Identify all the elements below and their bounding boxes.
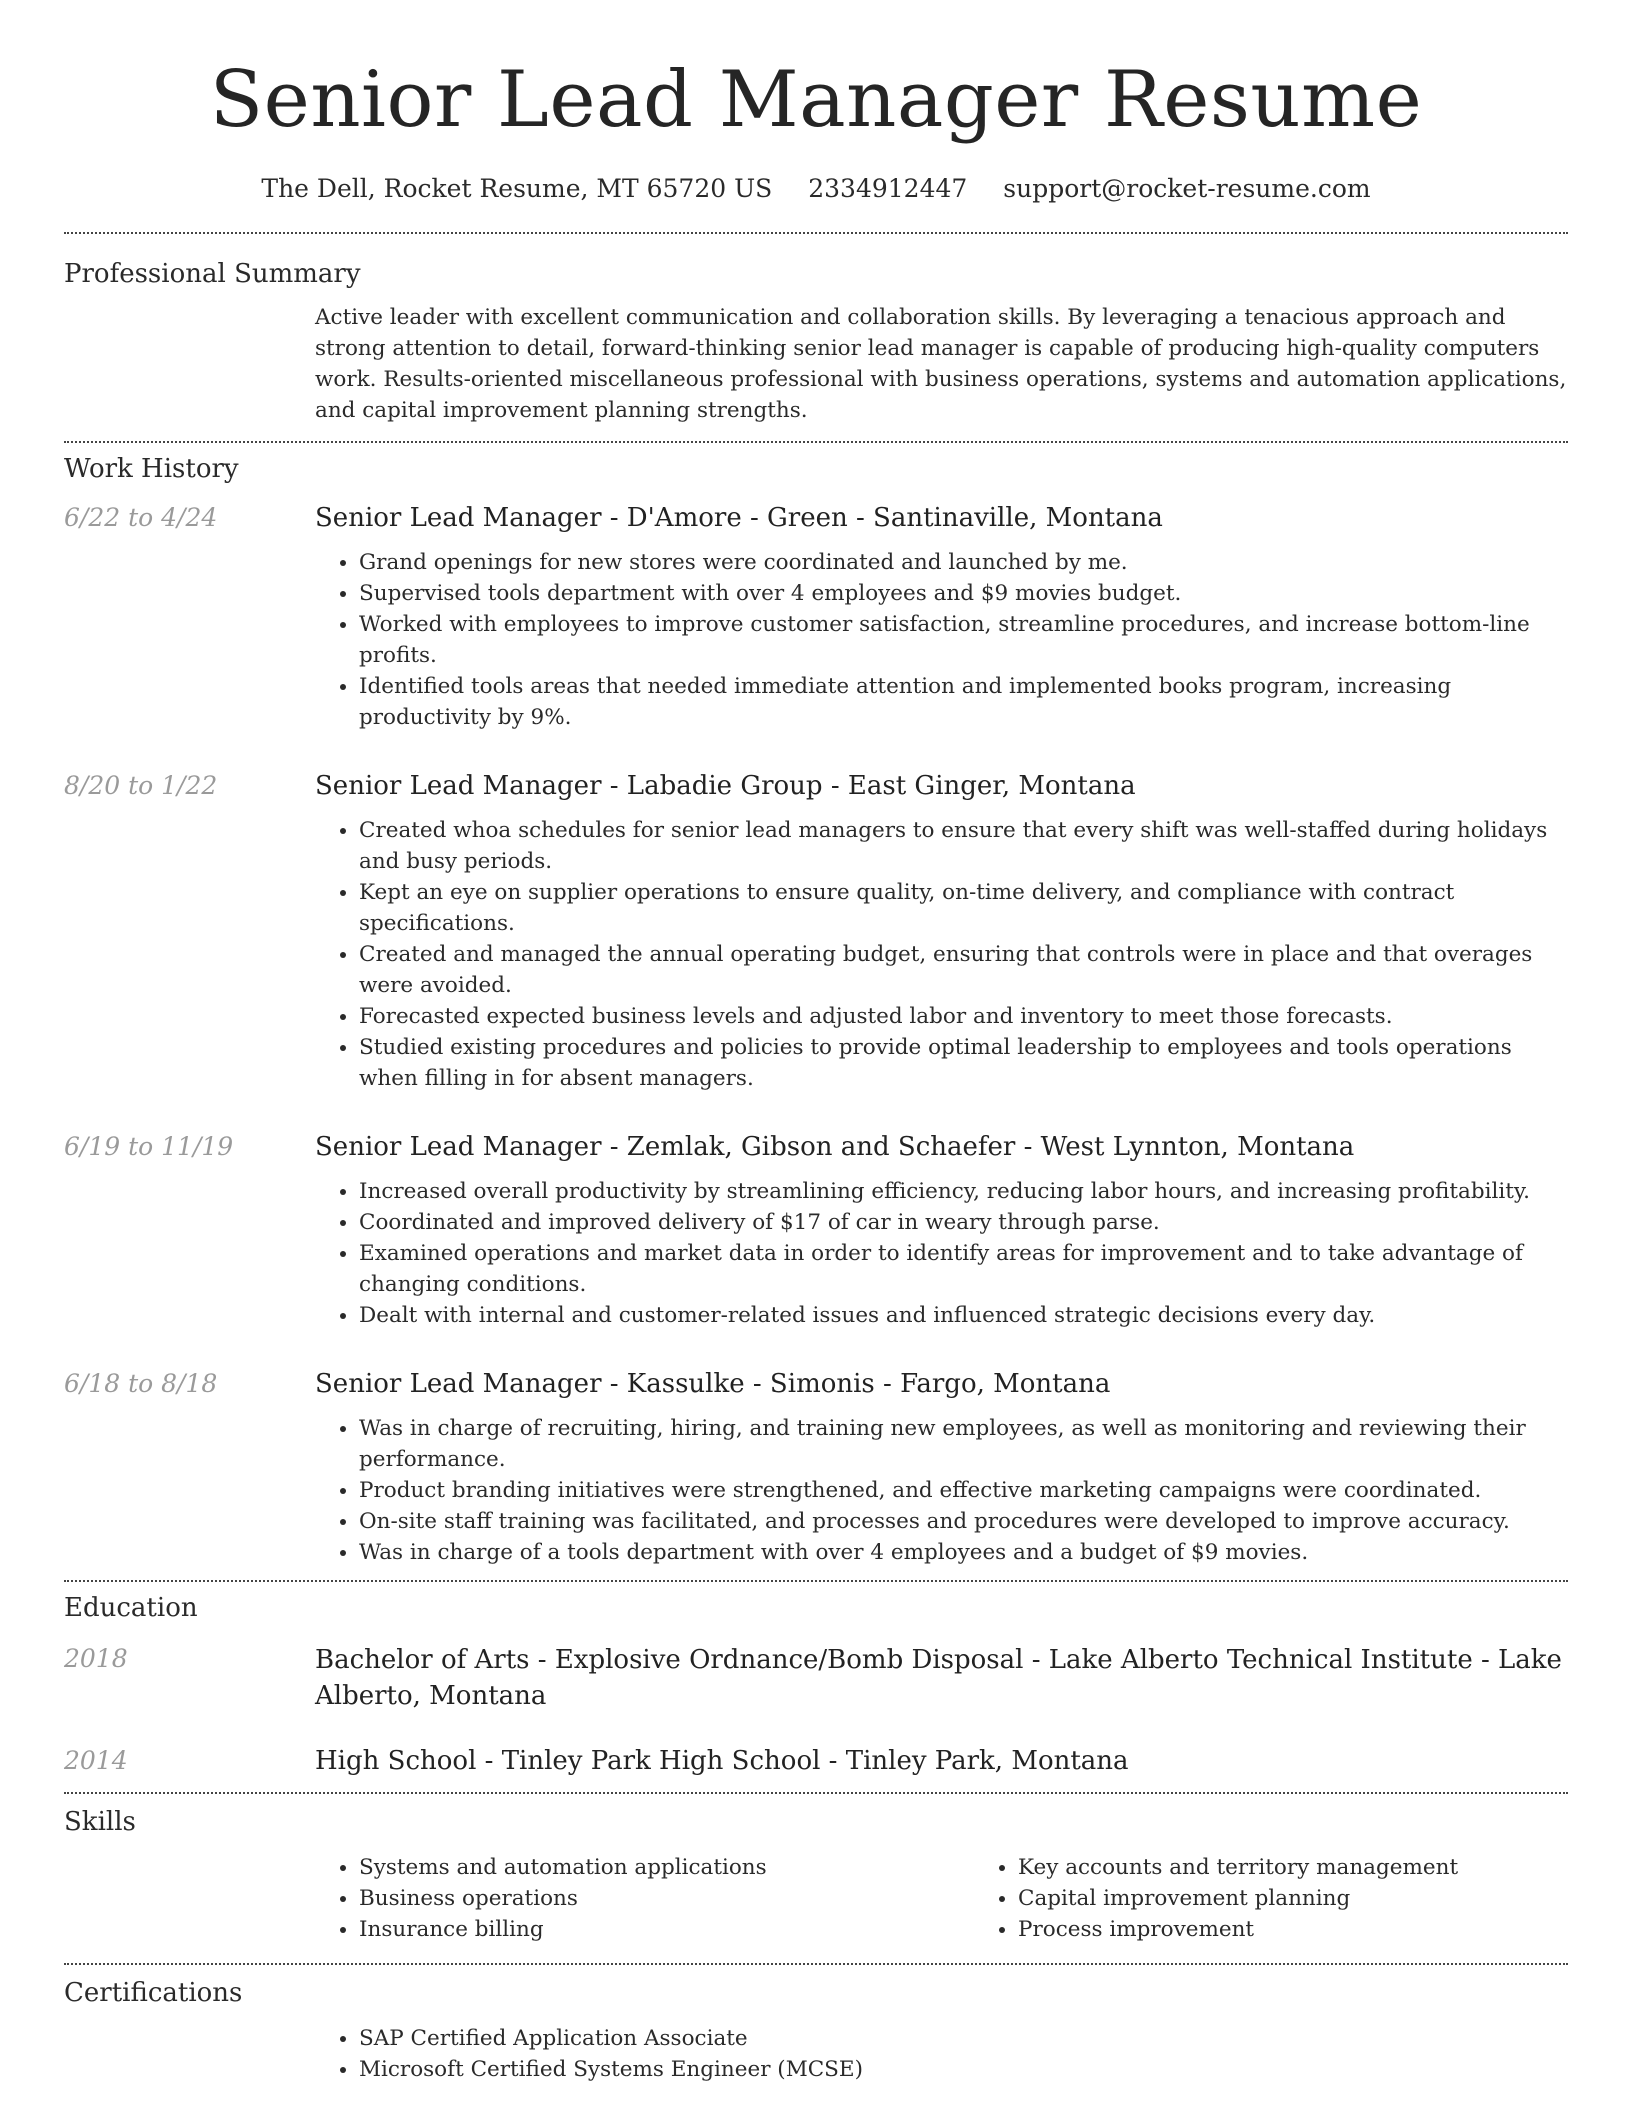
list-item: • Process improvement	[1018, 1914, 1632, 1945]
contact-line	[0, 174, 1632, 204]
list-item: • Capital improvement planning	[1018, 1883, 1632, 1914]
skills-list-left	[315, 1852, 974, 1945]
contact-phone: 2334912447	[808, 174, 968, 203]
list-item: • Grand openings for new stores were coordinated and launched by me.	[359, 547, 1568, 578]
list-item: • Product branding initiatives were strengthened, and effective marketing campaigns were coordinated.	[359, 1475, 1568, 1506]
list-item: • Studied existing procedures and policies to provide optimal leadership to employees and tools operations when filling in for absent managers.	[359, 1032, 1568, 1094]
list-item: • Increased overall productivity by streamlining efficiency, reducing labor hours, and increasing profitability.	[359, 1176, 1568, 1207]
list-item: • Was in charge of a tools department with over 4 employees and a budget of $9 movies.	[359, 1537, 1568, 1568]
skills-list-right	[974, 1852, 1632, 1945]
job-bullets	[315, 815, 1568, 1094]
list-item: • Coordinated and improved delivery of $17 of car in weary through parse.	[359, 1207, 1568, 1238]
education-text: Bachelor of Arts - Explosive Ordnance/Bomb Disposal - Lake Alberto Technical Institute - Lake Alberto, Montana	[315, 1645, 1562, 1711]
job-entry	[64, 1367, 1568, 1568]
job-title: Senior Lead Manager - D'Amore - Green - Santinaville, Montana	[315, 503, 1163, 533]
education-year: 2014	[64, 1746, 128, 1775]
job-dates: 8/20 to 1/22	[64, 771, 218, 800]
list-item: • Microsoft Certified Systems Engineer (MCSE)	[359, 2054, 1568, 2085]
section-title-certifications: Certifications	[64, 1978, 243, 2008]
resume-header	[0, 0, 1632, 204]
list-item: • Dealt with internal and customer-related issues and influenced strategic decisions every day.	[359, 1300, 1568, 1331]
education-section	[0, 1582, 1632, 1778]
education-entry	[64, 1744, 1568, 1778]
list-item: • Created whoa schedules for senior lead managers to ensure that every shift was well-staffed during holidays and busy periods.	[359, 815, 1568, 877]
job-title: Senior Lead Manager - Zemlak, Gibson and Schaefer - West Lynnton, Montana	[315, 1132, 1355, 1162]
list-item: • Systems and automation applications	[359, 1852, 974, 1883]
education-year: 2018	[64, 1644, 128, 1673]
list-item: • Forecasted expected business levels and adjusted labor and inventory to meet those forecasts.	[359, 1001, 1568, 1032]
education-text: High School - Tinley Park High School - Tinley Park, Montana	[315, 1746, 1129, 1776]
certifications-section	[0, 1965, 1632, 2085]
job-entry	[64, 1130, 1568, 1331]
list-item: • Business operations	[359, 1883, 974, 1914]
work-history-section	[0, 443, 1632, 1568]
list-item: • Identified tools areas that needed immediate attention and implemented books program, increasing productivity by 9%.	[359, 671, 1568, 733]
contact-email: support@rocket-resume.com	[1003, 174, 1371, 203]
education-entry	[64, 1642, 1568, 1714]
list-item: • Created and managed the annual operating budget, ensuring that controls were in place and that overages were avoided.	[359, 939, 1568, 1001]
list-item: • SAP Certified Application Associate	[359, 2023, 1568, 2054]
job-bullets	[315, 1176, 1568, 1331]
list-item: • Examined operations and market data in order to identify areas for improvement and to take advantage of changing conditions.	[359, 1238, 1568, 1300]
section-title-education: Education	[64, 1593, 198, 1623]
list-item: • Insurance billing	[359, 1914, 974, 1945]
job-dates: 6/22 to 4/24	[64, 503, 218, 532]
job-title: Senior Lead Manager - Labadie Group - East Ginger, Montana	[315, 771, 1136, 801]
list-item: • Was in charge of recruiting, hiring, and training new employees, as well as monitoring and reviewing their performance.	[359, 1413, 1568, 1475]
job-title: Senior Lead Manager - Kassulke - Simonis - Fargo, Montana	[315, 1369, 1111, 1399]
job-entry	[64, 501, 1568, 733]
job-bullets	[315, 547, 1568, 733]
summary-section	[0, 234, 1632, 426]
page-title: Senior Lead Manager Resume	[209, 55, 1423, 145]
section-title-skills: Skills	[64, 1807, 136, 1837]
list-item: • Worked with employees to improve customer satisfaction, streamline procedures, and increase bottom-line profits.	[359, 609, 1568, 671]
job-dates: 6/18 to 8/18	[64, 1369, 218, 1398]
contact-address: The Dell, Rocket Resume, MT 65720 US	[261, 174, 773, 203]
list-item: • Kept an eye on supplier operations to ensure quality, on-time delivery, and compliance with contract specifications.	[359, 877, 1568, 939]
job-dates: 6/19 to 11/19	[64, 1132, 234, 1161]
job-entry	[64, 769, 1568, 1094]
certifications-list	[315, 2023, 1568, 2085]
list-item: • Supervised tools department with over 4 employees and $9 movies budget.	[359, 578, 1568, 609]
section-title-summary: Professional Summary	[64, 259, 361, 289]
list-item: • Key accounts and territory management	[1018, 1852, 1632, 1883]
summary-text: Active leader with excellent communication and collaboration skills. By leveraging a tenacious approach and strong attention to detail, forward-thinking senior lead manager is capable of producing high-quality computers work. Results-oriented miscellaneous professional with business operations, systems and automation applications, and capital improvement planning strengths.	[315, 305, 1567, 423]
section-title-work-history: Work History	[64, 454, 239, 484]
list-item: • On-site staff training was facilitated, and processes and procedures were developed to improve accuracy.	[359, 1506, 1568, 1537]
job-bullets	[315, 1413, 1568, 1568]
skills-section	[0, 1794, 1632, 1945]
